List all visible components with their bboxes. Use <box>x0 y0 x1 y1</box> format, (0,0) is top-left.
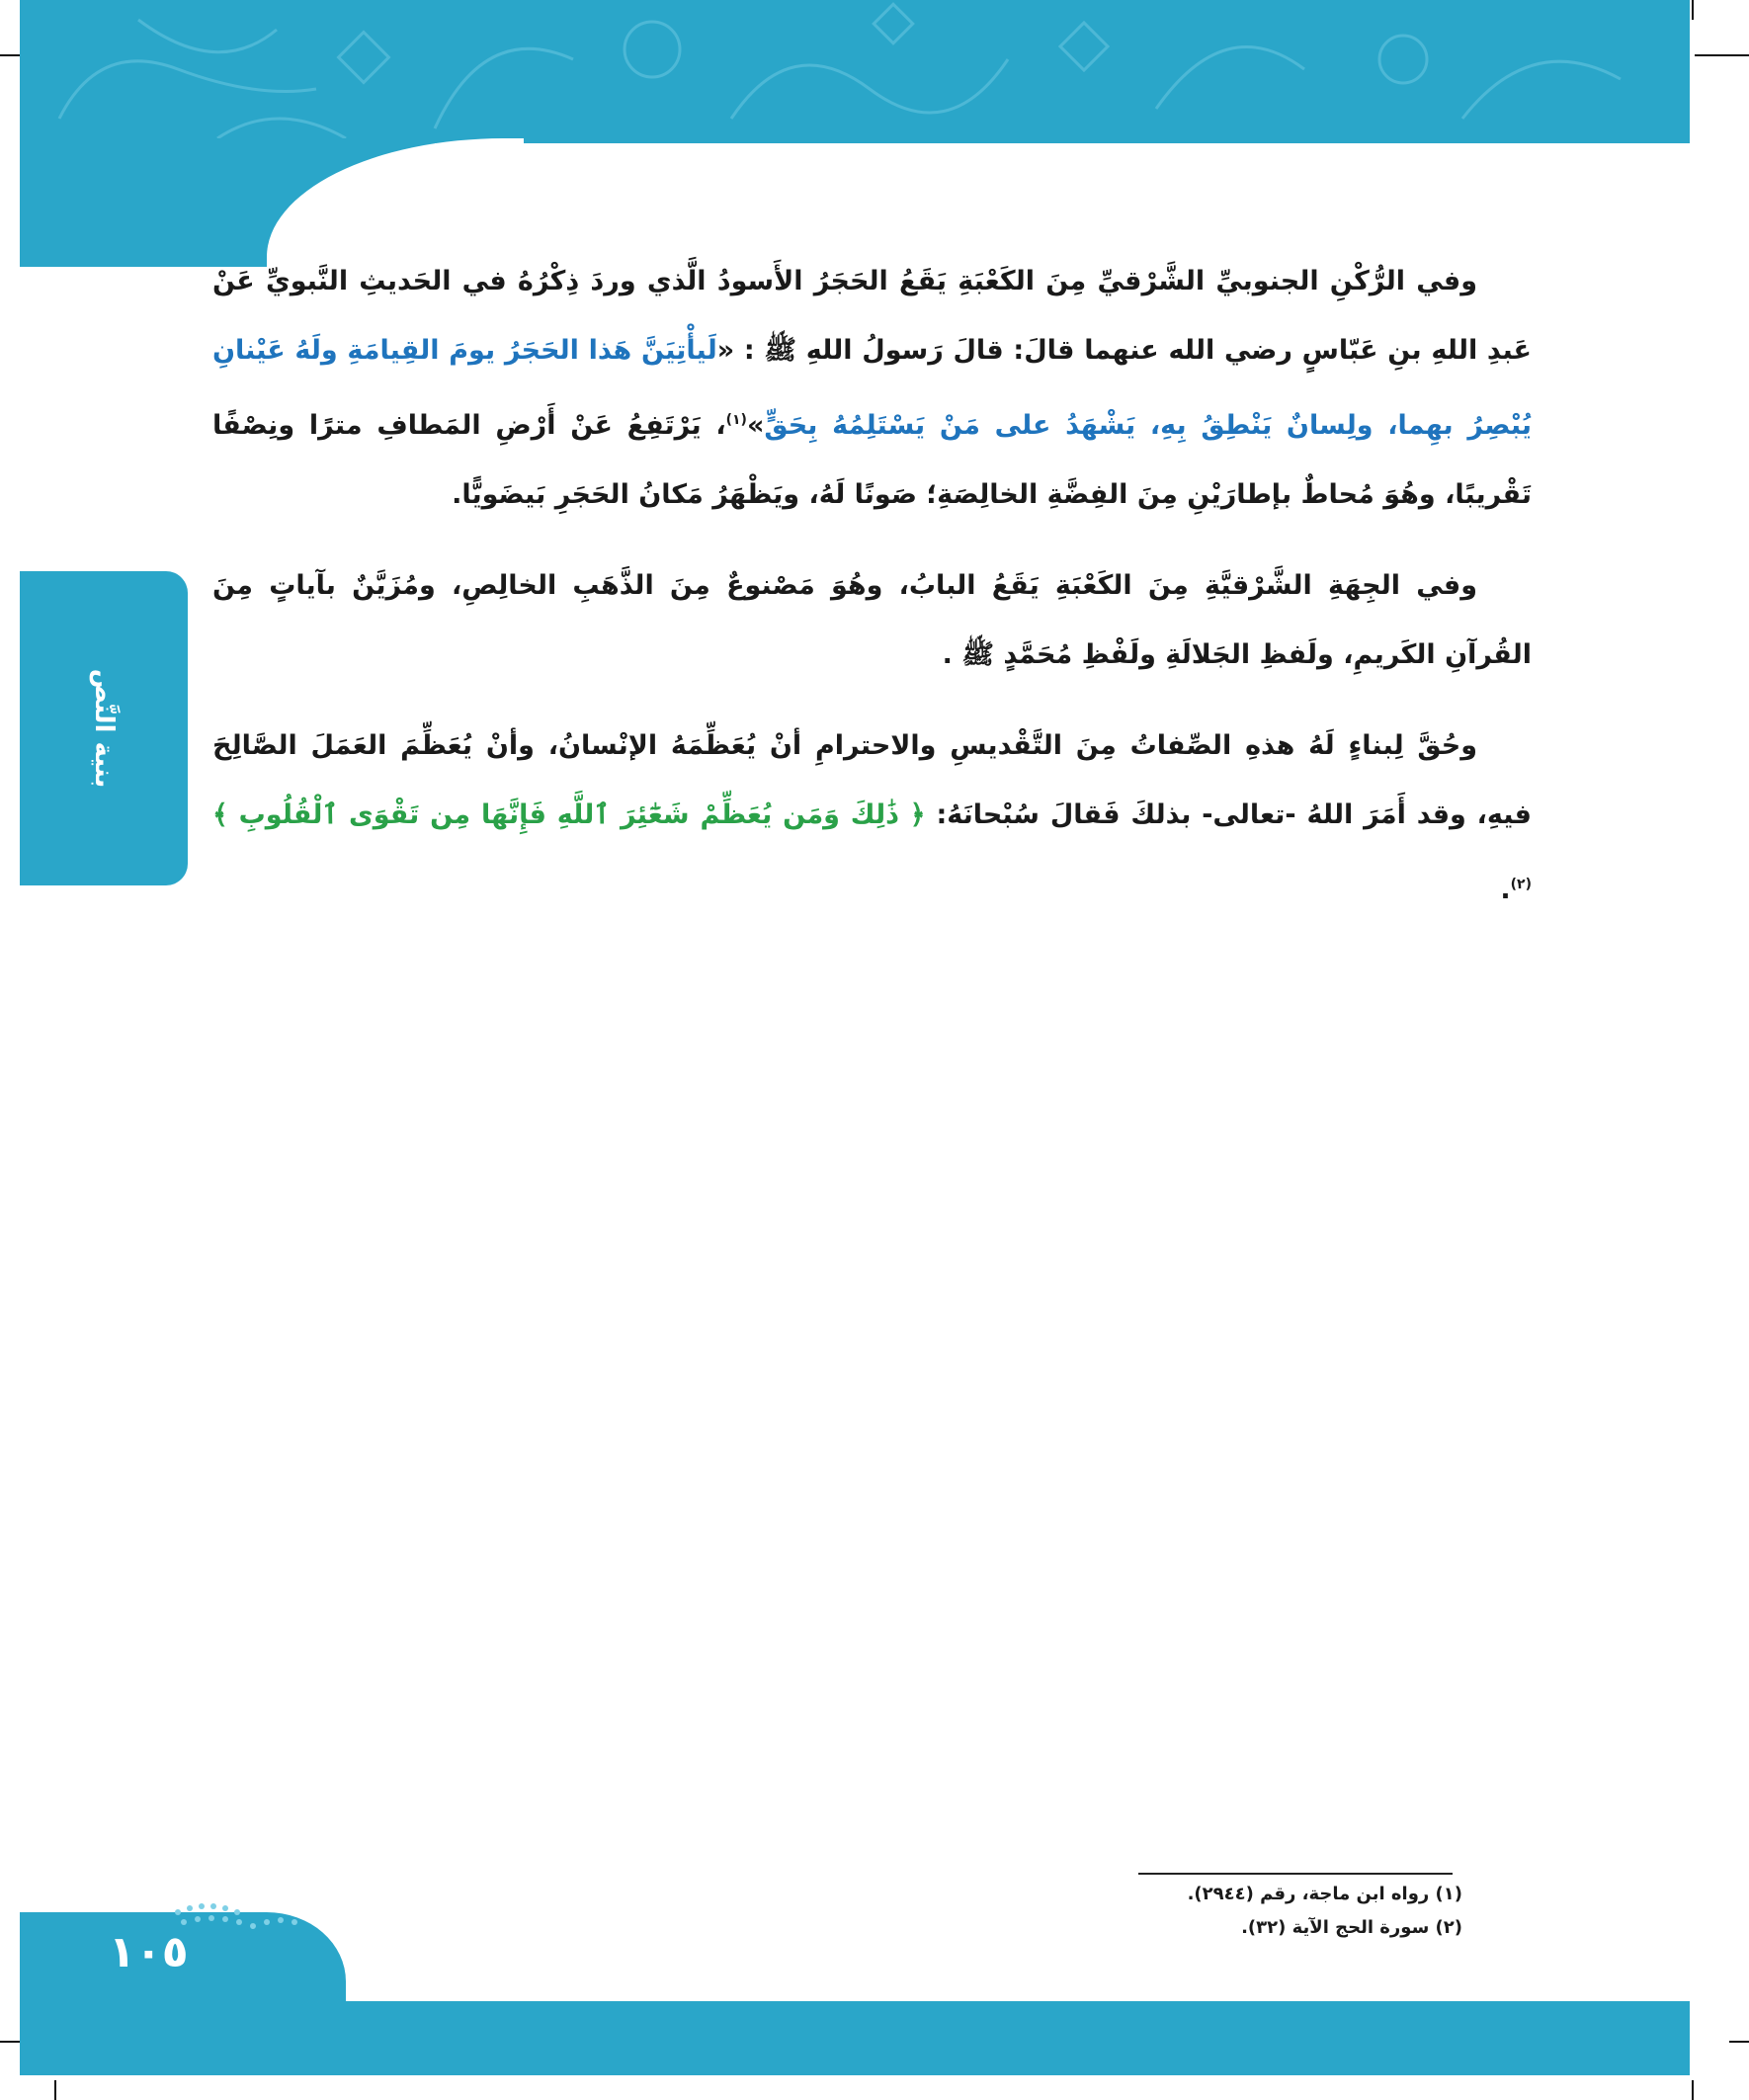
footnote-ref-1: (١) <box>725 412 747 428</box>
text-run: . <box>1500 875 1511 905</box>
crop-mark <box>1692 0 1694 20</box>
footnote-1: (١) رواه ابن ماجة، رقم (٢٩٤٤). <box>1187 1884 1462 1904</box>
header-pattern <box>20 0 1690 143</box>
header-band <box>20 0 1690 143</box>
text-run: وحُقَّ لِبناءٍ لَهُ هذهِ الصِّفاتُ مِنَ التَّقْديسِ والاحترامِ أنْ يُعَظِّمَهُ الإنْسانُ، وأنْ يُعَظِّمَ العَمَلَ الصَّالِحَ فيهِ، وقد أَمَرَ اللهُ -تعالى- بذلكَ فَقالَ سُبْحانَهُ: <box>212 730 1532 830</box>
crop-mark <box>1695 54 1749 56</box>
paragraph-2 <box>212 551 1532 690</box>
footnotes <box>1067 1878 1462 1945</box>
text-run: » <box>746 410 765 441</box>
crop-mark <box>1729 2041 1749 2043</box>
crop-mark <box>1692 2080 1694 2100</box>
paragraph-1 <box>212 247 1532 530</box>
footnote-divider <box>1138 1873 1453 1875</box>
paragraph-3 <box>212 712 1532 925</box>
hadith-quote: لَيأْتِيَنَّ هَذا الحَجَرُ يومَ القِيامَةِ ولَهُ عَيْنانِ يُبْصِرُ بهِما، ولِسانٌ يَنْطِقُ بِهِ، يَشْهَدُ على مَنْ يَسْتَلِمُهُ بِحَقٍّ <box>212 335 1532 441</box>
footnote-2: (٢) سورة الحج الآية (٣٢). <box>1241 1917 1462 1938</box>
footnote-ref-2: (٢) <box>1510 877 1532 892</box>
section-tab-label: بنية النَّص <box>89 668 119 789</box>
page-number: ١٠٥ <box>109 1927 189 1977</box>
section-side-tab <box>20 571 188 885</box>
quran-verse: ﴿ ذَٰلِكَ وَمَن يُعَظِّمْ شَعَٰٓئِرَ ٱللَّهِ فَإِنَّهَا مِن تَقْوَى ٱلْقُلُوبِ ﴾ <box>212 799 926 830</box>
text-run: وفي الرُّكْنِ الجنوبيِّ الشَّرْقيِّ مِنَ الكَعْبَةِ يَقَعُ الحَجَرُ الأَسودُ الَّذي وردَ ذِكْرُهُ في الحَديثِ النَّبويِّ عَنْ عَبدِ اللهِ بنِ عَبّاسٍ رضي الله عنهما قالَ: قالَ رَسولُ اللهِ ﷺ : « <box>212 266 1532 366</box>
text-run: وفي الجِهَةِ الشَّرْقيَّةِ مِنَ الكَعْبَةِ يَقَعُ البابُ، وهُوَ مَصْنوعٌ مِنَ الذَّهَبِ الخالِصِ، ومُزَيَّنٌ بآياتٍ مِنَ القُرآنِ الكَريمِ، ولَفظِ الجَلالَةِ ولَفْظِ مُحَمَّدٍ ﷺ . <box>212 570 1532 670</box>
crop-mark <box>54 2080 56 2100</box>
text-run: ، يَرْتَفِعُ عَنْ أَرْضِ المَطافِ مترًا ونِصْفًا تَقْريبًا، وهُوَ مُحاطٌ بإطارَيْنِ مِنَ الفِضَّةِ الخالِصَةِ؛ صَونًا لَهُ، ويَظْهَرُ مَكانُ الحَجَرِ بَيضَويًّا. <box>212 410 1532 510</box>
crop-mark <box>0 2041 20 2043</box>
main-text <box>212 247 1532 947</box>
